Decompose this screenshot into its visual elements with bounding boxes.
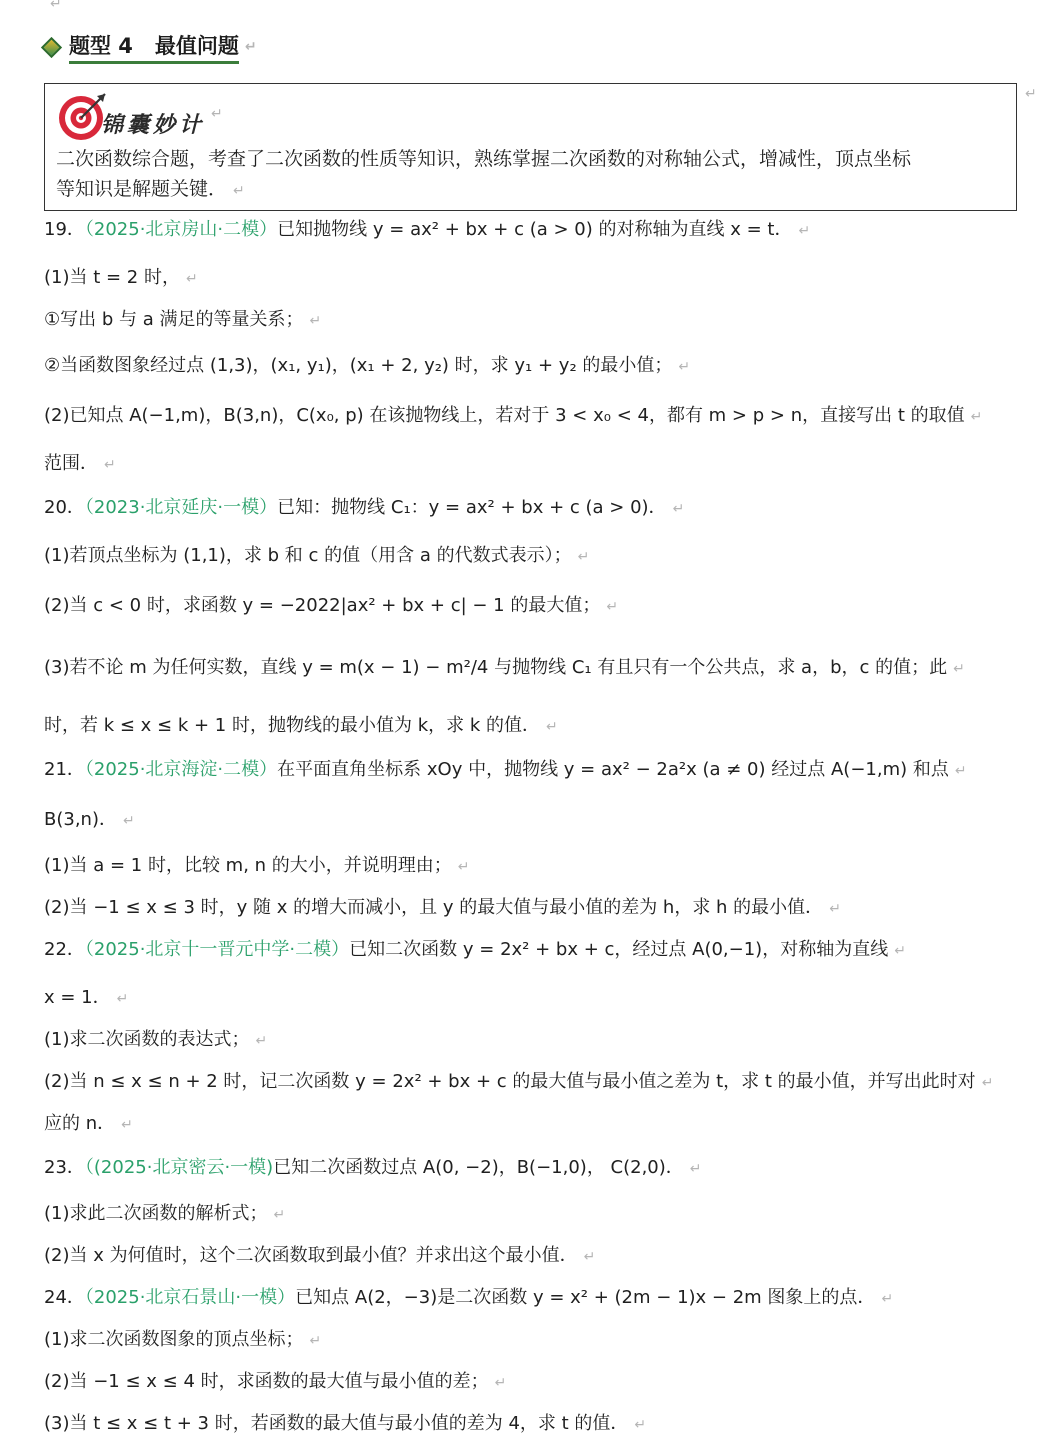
problem-text: 范围． xyxy=(44,453,98,474)
paragraph-mark: ↵ xyxy=(798,223,811,239)
problem-text: (2)当 x 为何值时，这个二次函数取到最小值？并求出这个最小值． xyxy=(44,1245,578,1266)
problem-line xyxy=(44,710,558,743)
problem-text: (1)当 t = 2 时， xyxy=(44,267,180,288)
tip-line: 等知识是解题关键． xyxy=(56,178,228,200)
problem-number: 21． xyxy=(44,759,85,780)
problem-text: 已知点 A(2，−3)是二次函数 y = x² + (2m − 1)x − 2m 图象上的点． xyxy=(295,1287,876,1308)
problem-text: (2)当 −1 ≤ x ≤ 4 时，求函数的最大值与最小值的差； xyxy=(44,1371,489,1392)
problem-text: (1)求此二次函数的解析式； xyxy=(44,1203,268,1224)
problem-line xyxy=(44,892,841,925)
paragraph-mark: ↵ xyxy=(954,763,967,779)
problem-line xyxy=(44,400,982,433)
heading-title xyxy=(69,30,239,64)
tip-line: 二次函数综合题，考查了二次函数的性质等知识，熟练掌握二次函数的对称轴公式，增减性，顶点坐标 xyxy=(56,148,912,170)
paragraph-mark: ↵ xyxy=(122,813,135,829)
problem-number: 22． xyxy=(44,939,85,960)
problem-line xyxy=(44,304,321,337)
tip-logo xyxy=(57,90,223,142)
problem-number: 19． xyxy=(44,219,85,240)
paragraph-mark: ↵ xyxy=(981,1075,994,1091)
paragraph-mark: ↵ xyxy=(457,859,470,875)
problem-line xyxy=(44,1366,506,1399)
paragraph-mark: ↵ xyxy=(104,457,116,473)
paragraph-mark: ↵ xyxy=(121,1117,133,1133)
problem-text: 已知二次函数 y = 2x² + bx + c，经过点 A(0,−1)，对称轴为直线 xyxy=(349,939,889,960)
paragraph-mark: ↵ xyxy=(545,719,558,735)
problem-heading-line xyxy=(44,214,810,247)
problem-line xyxy=(44,1240,595,1273)
problem-line xyxy=(44,350,690,383)
tip-logo-text: 锦囊妙计 xyxy=(101,111,206,138)
problem-text: 应的 n． xyxy=(44,1113,116,1134)
problem-line xyxy=(44,804,135,837)
paragraph-mark: ↵ xyxy=(116,991,129,1007)
problem-number: 20． xyxy=(44,497,85,518)
paragraph-mark: ↵ xyxy=(309,1333,322,1349)
problem-line xyxy=(44,540,589,573)
problem-text: (2)当 n ≤ x ≤ n + 2 时，记二次函数 y = 2x² + bx + c 的最大值与最小值之差为 t，求 t 的最小值，并写出此时对 xyxy=(44,1071,976,1092)
problem-text: 时，若 k ≤ x ≤ k + 1 时，抛物线的最小值为 k，求 k 的值． xyxy=(44,715,540,736)
paragraph-mark: ↵ xyxy=(50,0,62,12)
problem-text: 已知二次函数过点 A(0, −2)，B(−1,0)， C(2,0)． xyxy=(273,1157,684,1178)
paragraph-mark: ↵ xyxy=(309,313,322,329)
problem-heading-line xyxy=(44,754,967,787)
problem-text: (1)求二次函数图象的顶点坐标； xyxy=(44,1329,304,1350)
problem-source: （2025·北京房山·二模） xyxy=(84,219,278,240)
problem-line xyxy=(44,1408,646,1441)
problem-text: (1)若顶点坐标为 (1,1)，求 b 和 c 的值（用含 a 的代数式表示）； xyxy=(44,545,572,566)
problem-text: (2)已知点 A(−1,m)，B(3,n)，C(x₀, p) 在该抛物线上，若对于 3 < x₀ < 4，都有 m > p > n，直接写出 t 的取值 xyxy=(44,405,965,426)
paragraph-mark: ↵ xyxy=(829,901,841,917)
problem-heading-line xyxy=(44,1282,893,1315)
section-heading xyxy=(44,30,257,64)
problem-text: ②当函数图象经过点 (1,3)，(x₁, y₁)，(x₁ + 2, y₂) 时，求 y₁ + y₂ 的最小值； xyxy=(44,355,673,376)
paragraph-mark: ↵ xyxy=(273,1207,286,1223)
paragraph-mark: ↵ xyxy=(606,599,619,615)
problem-source: （(2025·北京密云·一模) xyxy=(84,1157,274,1178)
paragraph-mark: ↵ xyxy=(881,1291,894,1307)
tip-line-2 xyxy=(56,174,1002,206)
problem-text: B(3,n)． xyxy=(44,809,117,830)
problem-source: （2025·北京十一晋元中学·二模） xyxy=(84,939,350,960)
paragraph-mark: ↵ xyxy=(1025,86,1037,102)
problem-line xyxy=(44,652,965,685)
problem-line xyxy=(44,590,618,623)
problem-heading-line xyxy=(44,1152,702,1185)
paragraph-mark: ↵ xyxy=(634,1417,647,1433)
problem-text: 在平面直角坐标系 xOy 中，抛物线 y = ax² − 2a²x (a ≠ 0) 经过点 A(−1,m) 和点 xyxy=(277,759,949,780)
problem-line xyxy=(44,850,470,883)
problem-text: (1)当 a = 1 时，比较 m, n 的大小，并说明理由； xyxy=(44,855,452,876)
problem-text: 已知：抛物线 C₁：y = ax² + bx + c (a > 0)． xyxy=(277,497,667,518)
problem-text: (2)当 −1 ≤ x ≤ 3 时，y 随 x 的增大而减小，且 y 的最大值与最小值的差为 h，求 h 的最小值． xyxy=(44,897,824,918)
problem-text: (3)当 t ≤ x ≤ t + 3 时，若函数的最大值与最小值的差为 4，求 t 的值． xyxy=(44,1413,629,1434)
problem-text: (2)当 c < 0 时，求函数 y = −2022|ax² + bx + c| − 1 的最大值； xyxy=(44,595,601,616)
paragraph-mark: ↵ xyxy=(255,1033,268,1049)
problem-text: x = 1． xyxy=(44,987,111,1008)
problem-line xyxy=(44,1108,133,1141)
paragraph-mark: ↵ xyxy=(689,1161,702,1177)
tip-box xyxy=(44,83,1017,211)
heading-text: 最值问题 xyxy=(154,34,239,58)
problem-line xyxy=(44,1066,993,1099)
problem-number: 24． xyxy=(44,1287,85,1308)
heading-label: 题型 4 xyxy=(69,34,133,58)
paragraph-mark: ↵ xyxy=(244,39,257,55)
paragraph-mark: ↵ xyxy=(678,359,691,375)
paragraph-mark: ↵ xyxy=(577,549,590,565)
paragraph-mark: ↵ xyxy=(583,1249,596,1265)
problem-source: （2023·北京延庆·一模） xyxy=(84,497,278,518)
tip-body xyxy=(56,144,1002,206)
problem-line xyxy=(44,1024,267,1057)
problem-source: （2025·北京海淀·二模） xyxy=(84,759,278,780)
problem-text: (3)若不论 m 为任何实数，直线 y = m(x − 1) − m²/4 与抛物线 C₁ 有且只有一个公共点，求 a，b，c 的值；此 xyxy=(44,657,948,678)
paragraph-mark: ↵ xyxy=(494,1375,507,1391)
paragraph-mark: ↵ xyxy=(185,271,198,287)
paragraph-mark: ↵ xyxy=(672,501,685,517)
paragraph-mark: ↵ xyxy=(233,183,245,199)
paragraph-mark: ↵ xyxy=(211,106,223,122)
problem-source: （2025·北京石景山·一模） xyxy=(84,1287,296,1308)
problem-heading-line xyxy=(44,492,684,525)
problem-line xyxy=(44,262,198,295)
diamond-bullet-icon xyxy=(41,36,62,57)
problem-heading-line xyxy=(44,934,906,967)
paragraph-mark: ↵ xyxy=(953,661,965,677)
paragraph-mark: ↵ xyxy=(894,943,906,959)
problem-text: ①写出 b 与 a 满足的等量关系； xyxy=(44,309,304,330)
problem-line xyxy=(44,1324,321,1357)
problem-number: 23． xyxy=(44,1157,85,1178)
problem-line xyxy=(44,1198,285,1231)
problem-line xyxy=(44,448,116,481)
paragraph-mark: ↵ xyxy=(970,409,983,425)
problem-text: (1)求二次函数的表达式； xyxy=(44,1029,250,1050)
problem-text: 已知抛物线 y = ax² + bx + c (a > 0) 的对称轴为直线 x = t． xyxy=(277,219,793,240)
problem-line xyxy=(44,982,128,1015)
